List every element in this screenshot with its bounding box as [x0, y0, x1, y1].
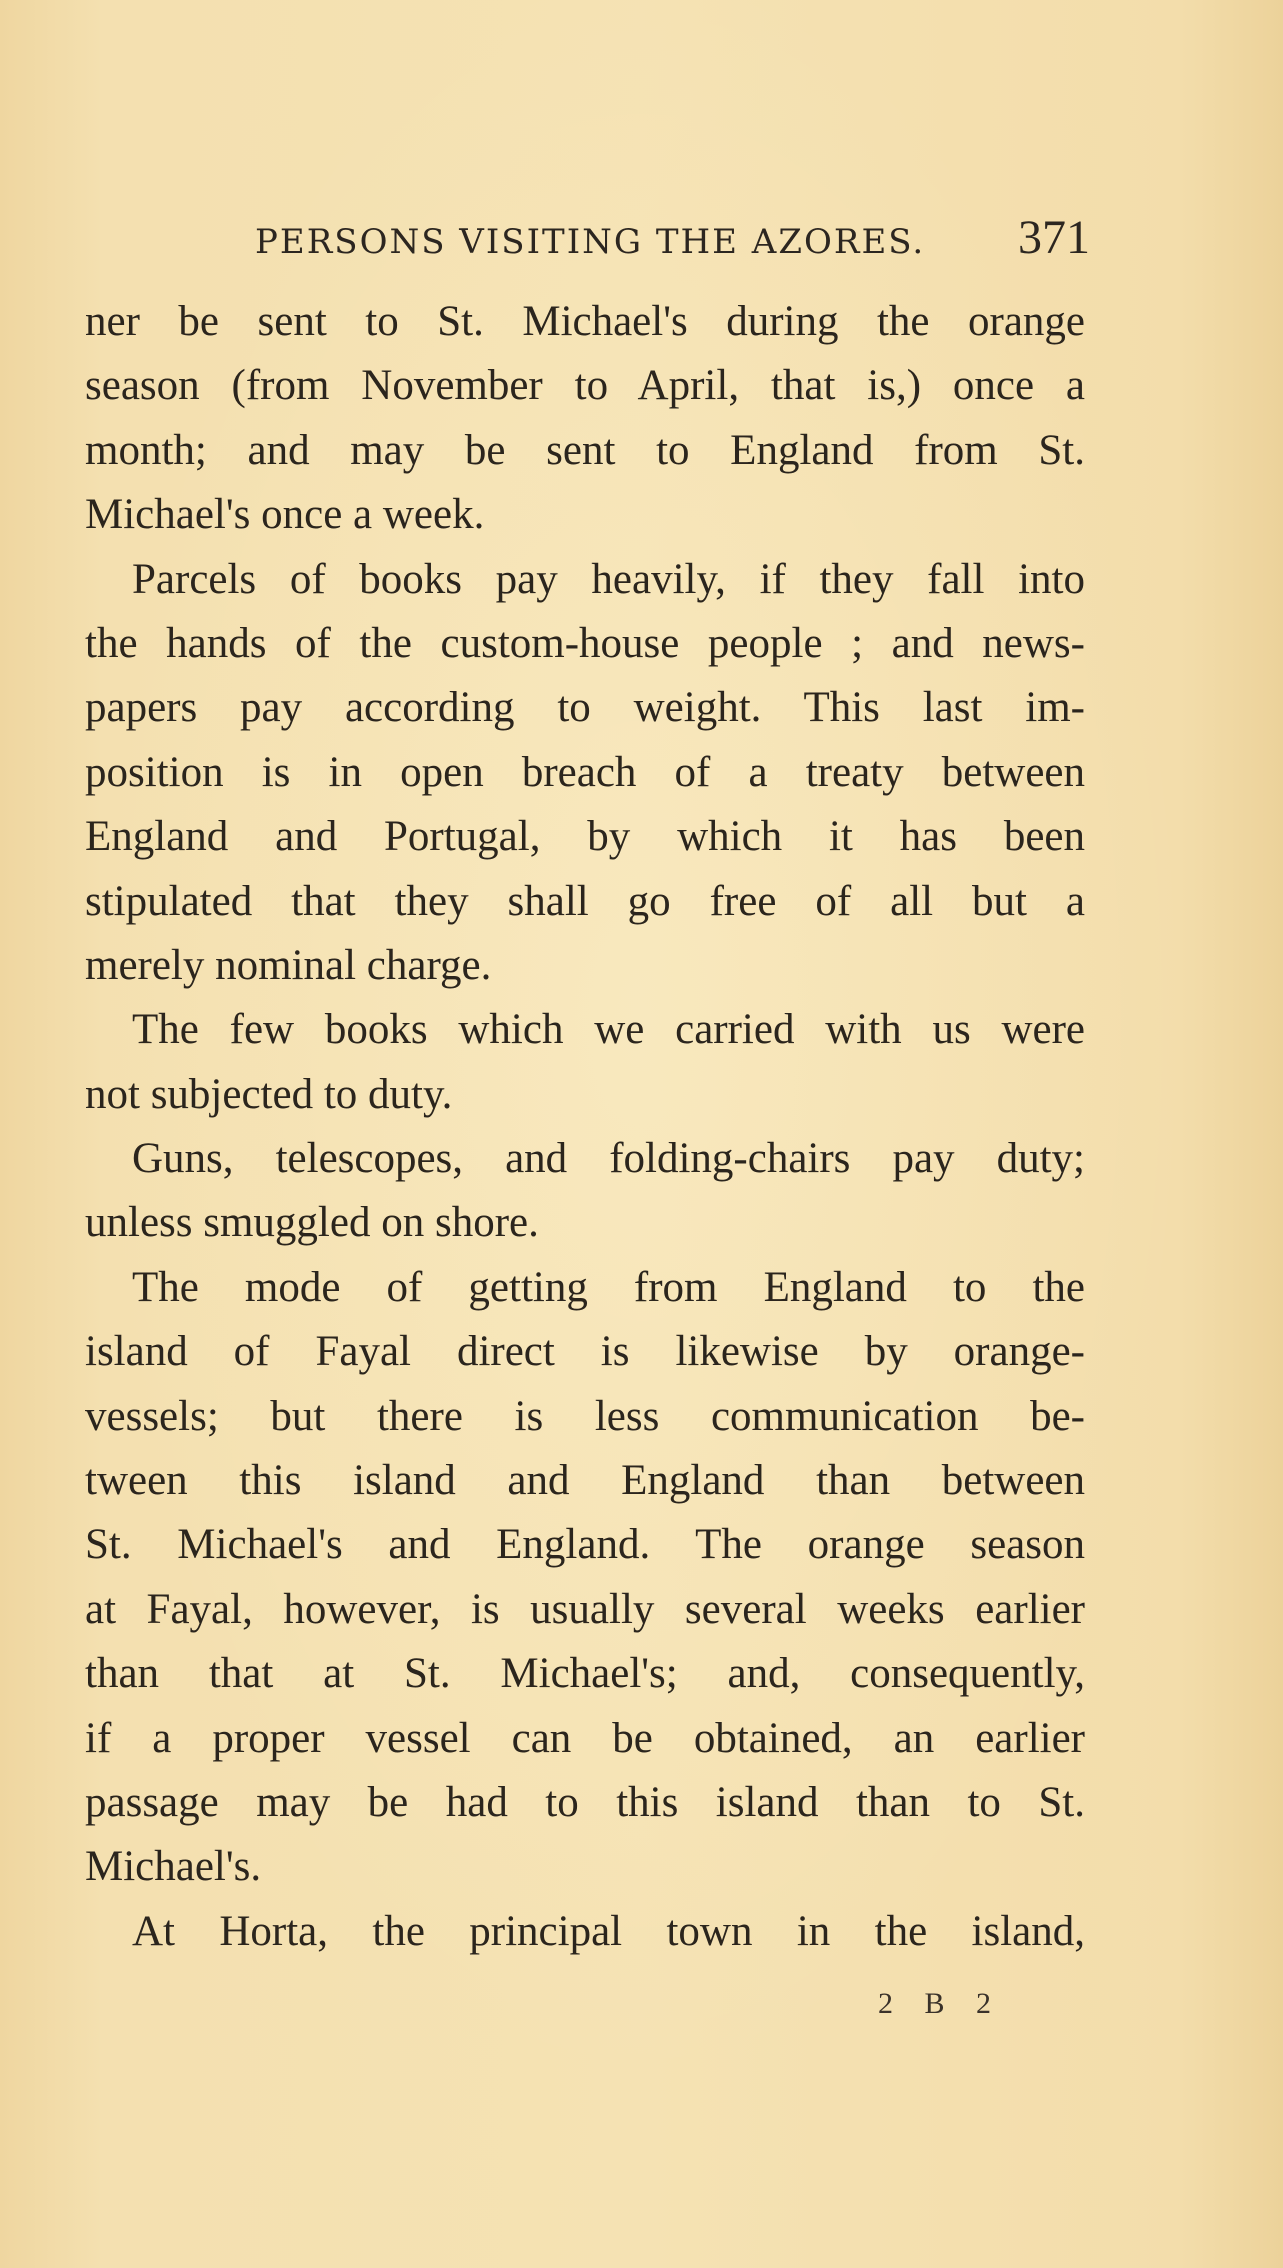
- text-line: Michael's.: [85, 1843, 262, 1891]
- page-header: [85, 210, 1090, 270]
- text-line: than that at St. Michael's; and, consequently,: [85, 1650, 1085, 1698]
- text-line: season (from November to April, that is,) once a: [85, 362, 1085, 410]
- text-line: passage may be had to this island than to St.: [85, 1778, 1085, 1826]
- text-line: not subjected to duty.: [85, 1070, 453, 1118]
- signature-mark: 2 B 2: [878, 1987, 1004, 2020]
- text-line: if a proper vessel can be obtained, an earlier: [85, 1714, 1085, 1762]
- text-line: England and Portugal, by which it has been: [85, 813, 1085, 861]
- text-line: papers pay according to weight. This last im-: [85, 684, 1085, 732]
- text-line: the hands of the custom-house people ; and news-: [85, 619, 1085, 667]
- text-line: merely nominal charge.: [85, 941, 492, 989]
- text-line: The few books which we carried with us were: [132, 1006, 1085, 1054]
- text-line: tween this island and England than between: [85, 1457, 1085, 1505]
- text-line: Michael's once a week.: [85, 491, 485, 539]
- text-line: position is in open breach of a treaty between: [85, 748, 1085, 796]
- text-line: island of Fayal direct is likewise by orange-: [85, 1328, 1085, 1376]
- text-line: The mode of getting from England to the: [132, 1263, 1085, 1311]
- body-text: [85, 290, 1085, 1964]
- text-line: ner be sent to St. Michael's during the orange: [85, 298, 1085, 345]
- text-line: St. Michael's and England. The orange season: [85, 1521, 1085, 1569]
- text-line: at Fayal, however, is usually several weeks earlier: [85, 1585, 1085, 1633]
- text-line: At Horta, the principal town in the island,: [132, 1907, 1085, 1955]
- page-number: 371: [1018, 211, 1090, 264]
- text-line: unless smuggled on shore.: [85, 1199, 539, 1247]
- text-line: Parcels of books pay heavily, if they fall into: [132, 555, 1085, 603]
- running-head: PERSONS VISITING THE AZORES.: [255, 222, 926, 262]
- text-line: stipulated that they shall go free of all but a: [85, 877, 1085, 925]
- text-line: vessels; but there is less communication be-: [85, 1392, 1085, 1440]
- text-line: month; and may be sent to England from St.: [85, 426, 1085, 474]
- text-line: Guns, telescopes, and folding-chairs pay duty;: [132, 1135, 1085, 1183]
